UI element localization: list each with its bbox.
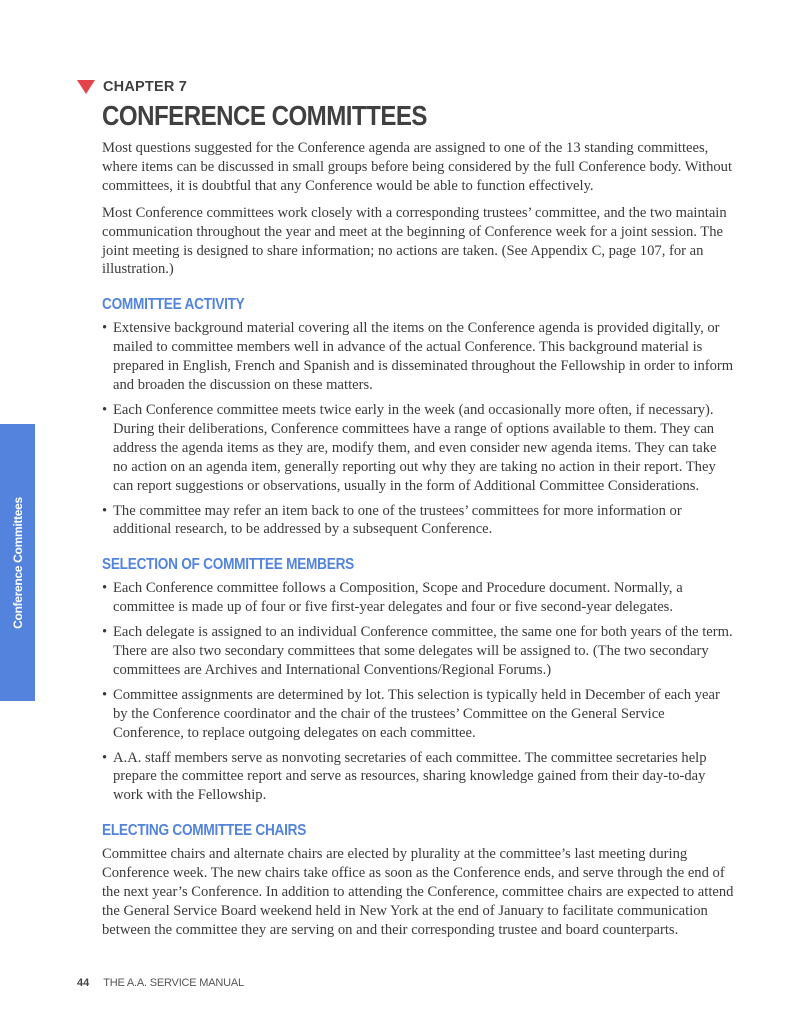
list-item: • A.A. staff members serve as nonvoting secretaries of each committee. The committee secretaries help prepare the committee report and serve as resources, sharing knowledge gained from their day-to-day work with the Fellowship. bbox=[102, 749, 734, 806]
committee-activity-list bbox=[102, 319, 734, 539]
page-number: 44 bbox=[77, 977, 90, 989]
page-footer bbox=[77, 977, 244, 989]
list-item: • Committee assignments are determined by lot. This selection is typically held in December of each year by the Conference coordinator and the chair of the trustees’ Committee on the General Service Conference, to replace outgoing delegates on each committee. bbox=[102, 686, 734, 743]
list-item: • The committee may refer an item back to one of the trustees’ committees for more information or additional research, to be addressed by a subsequent Conference. bbox=[102, 502, 734, 540]
intro-paragraph: Most questions suggested for the Conference agenda are assigned to one of the 13 standing committees, where items can be discussed in small groups before being considered by the full Conference body. Without committees, it is doubtful that any Conference would be able to function effectively. bbox=[102, 140, 733, 194]
section-heading-committee-activity: COMMITTEE ACTIVITY bbox=[102, 296, 245, 314]
list-item: • Each Conference committee meets twice early in the week (and occasionally more often, if necessary). During their deliberations, Conference committees have a range of options available to them. They can address the agenda items as they are, modify them, and even consider new agenda items. They can take no action on an agenda item, generally reporting out why they are taking no action in their report. They can report suggestions or observations, usually in the form of Additional Committee Considerations. bbox=[102, 401, 734, 496]
list-item: • Each delegate is assigned to an individual Conference committee, the same one for both years of the term. There are also two secondary committees that some delegates will be assigned to. (The two secondary committees are Archives and International Conventions/Regional Forums.) bbox=[102, 623, 734, 680]
section-heading-selection-of-members: SELECTION OF COMMITTEE MEMBERS bbox=[102, 556, 355, 574]
list-item: • Each Conference committee follows a Composition, Scope and Procedure document. Normally, a committee is made up of four or five first-year delegates and four or five second-year delegates. bbox=[102, 579, 734, 617]
manual-title: THE A.A. SERVICE MANUAL bbox=[103, 977, 244, 989]
side-tab-label: Conference Committees bbox=[10, 496, 25, 629]
chapter-header bbox=[77, 78, 187, 96]
chapter-side-tab bbox=[0, 424, 35, 701]
selection-of-members-list bbox=[102, 579, 734, 805]
list-item: • Extensive background material covering all the items on the Conference agenda is provided digitally, or mailed to committee members well in advance of the actual Conference. This background material is prepared in English, French and Spanish and is disseminated throughout the Fellowship in order to inform and broaden the discussion on these matters. bbox=[102, 319, 734, 395]
electing-chairs-paragraph: Committee chairs and alternate chairs are elected by plurality at the committee’s last meeting during Conference week. The new chairs take office as soon as the Conference ends, and serve through the end of the next year’s Conference. In addition to attending the Conference, committee chairs are expected to attend the General Service Board weekend held in New York at the end of January to facilitate communication between the committee they are serving on and their corresponding trustee and board counterparts. bbox=[102, 846, 734, 938]
section-heading-electing-chairs: ELECTING COMMITTEE CHAIRS bbox=[102, 822, 307, 840]
triangle-down-icon bbox=[77, 80, 95, 94]
chapter-content bbox=[102, 139, 734, 948]
intro-paragraph: Most Conference committees work closely with a corresponding trustees’ committee, and the two maintain communication throughout the year and meet at the beginning of Conference week for a joint session. The joint meeting is designed to share information; no actions are taken. (See Appendix C, page 107, for an illustration.) bbox=[102, 204, 727, 278]
chapter-label: CHAPTER 7 bbox=[103, 79, 187, 95]
page-title: CONFERENCE COMMITTEES bbox=[102, 100, 427, 131]
